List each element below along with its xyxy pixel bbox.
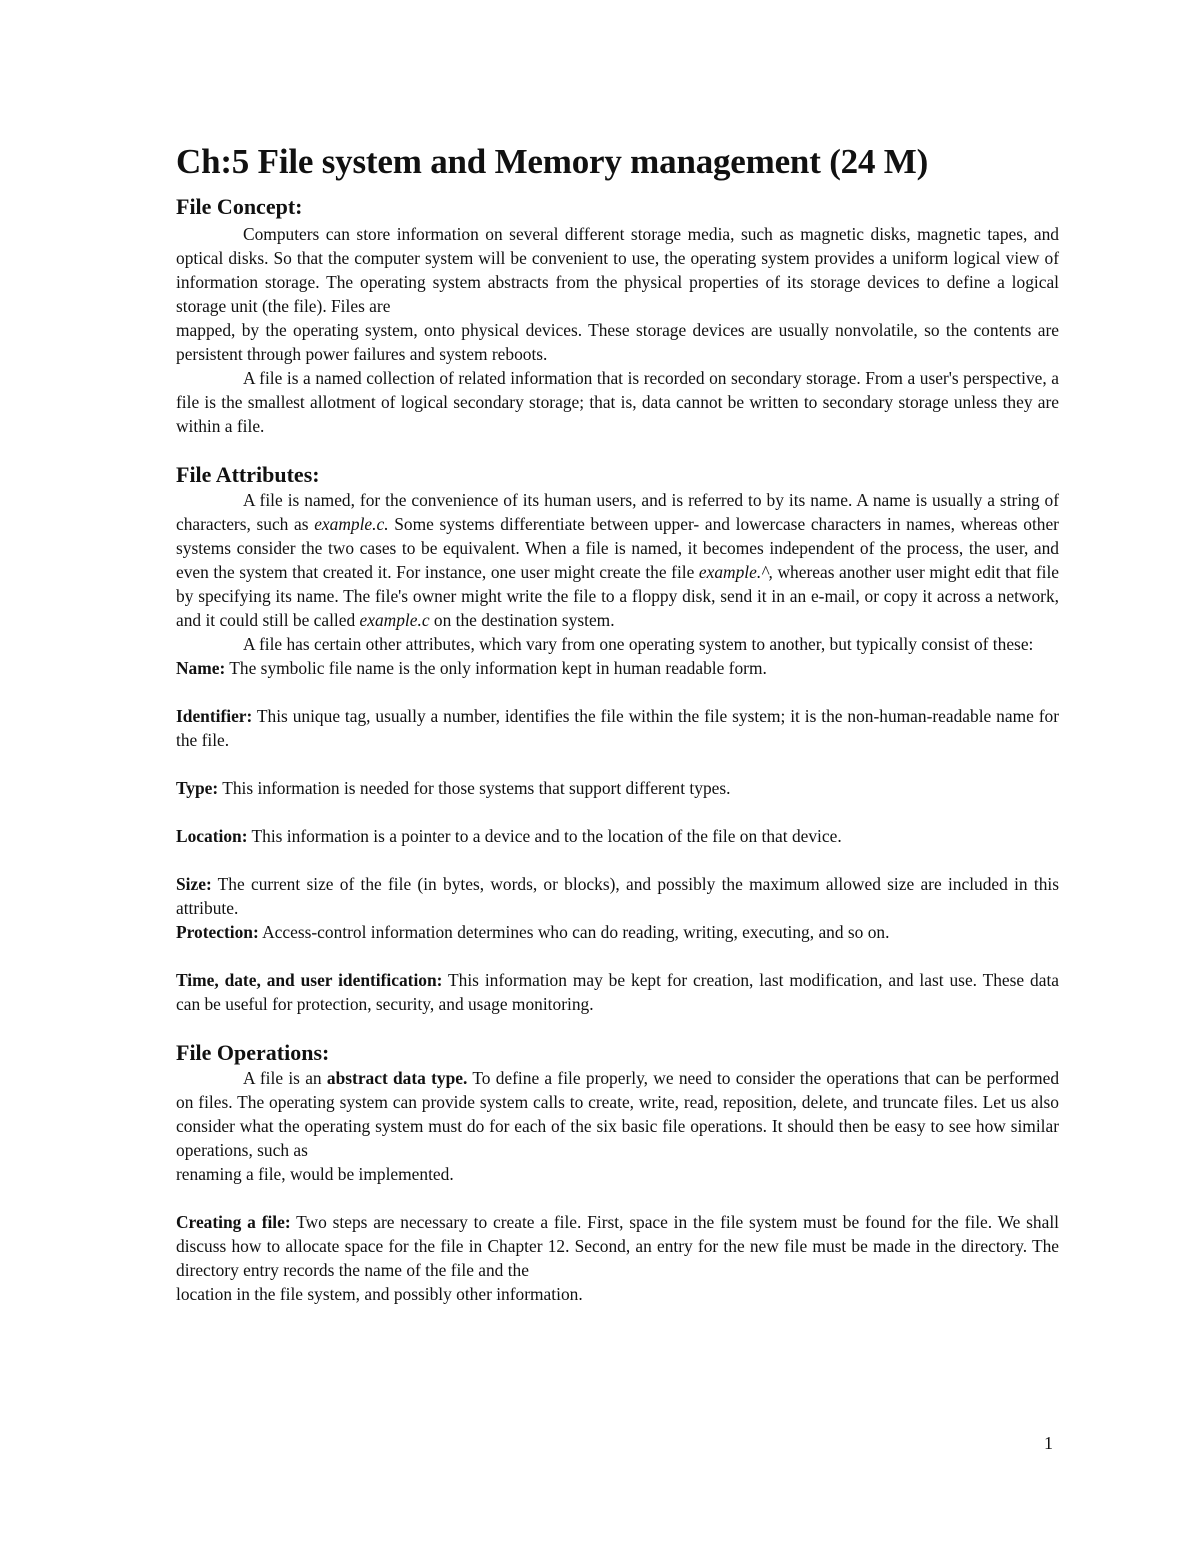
- attribute-name: [176, 656, 1059, 680]
- operations-text-2: To define a file properly, we need to consider the operations that can be performed on files. The operating system can provide system calls to create, write, read, reposition, delete, and truncate files. Let us also consider what the operating system must do for each of the six basic file operations. It should then be easy to see how similar operations, such as: [176, 1068, 1060, 1160]
- attribute-term: Location:: [176, 826, 248, 846]
- page-title: Ch:5 File system and Memory management (24 M): [176, 142, 929, 181]
- attributes-paragraph-1: [176, 488, 1059, 632]
- attributes-text-2: Some systems differentiate between upper- and lowercase characters in names, whereas other systems consider the two cases to be equivalent. When a file is named, it becomes independent of the process, the user, and even the system that created it. For instance, one user might create the file: [176, 514, 1059, 582]
- attribute-description: Access-control information determines who can do reading, writing, executing, and so on.: [258, 922, 890, 942]
- section-heading-file-concept: File Concept:: [176, 194, 303, 219]
- attribute-term: Size:: [176, 874, 212, 894]
- attribute-description: The current size of the file (in bytes, words, or blocks), and possibly the maximum allowed size are included in this attribute.: [176, 874, 1059, 918]
- attribute-type: [176, 776, 1059, 800]
- attribute-description: The symbolic file name is the only information kept in human readable form.: [225, 658, 767, 678]
- attribute-term: Name:: [176, 658, 226, 678]
- attribute-description: This information may be kept for creation, last modification, and last use. These data can be useful for protection, security, and usage monitoring.: [176, 970, 1059, 1014]
- attribute-term: Protection:: [176, 922, 259, 942]
- concept-paragraph-1-continued: mapped, by the operating system, onto physical devices. These storage devices are usually nonvolatile, so the contents are persistent through power failures and system reboots.: [176, 320, 1059, 364]
- attribute-description: This unique tag, usually a number, identifies the file within the file system; it is the non-human-readable name for the file.: [176, 706, 1059, 750]
- operation-term: Creating a file:: [176, 1212, 291, 1232]
- attribute-term: Identifier:: [176, 706, 253, 726]
- attribute-time-date-user: [176, 968, 1059, 1016]
- attribute-term: Time, date, and user identification:: [176, 970, 443, 990]
- operations-text-1: A file is an: [243, 1068, 327, 1088]
- attribute-description: This information is needed for those systems that support different types.: [218, 778, 731, 798]
- operations-paragraph-1: [176, 1066, 1059, 1162]
- attribute-term: Type:: [176, 778, 219, 798]
- operations-paragraph-1-continued: renaming a file, would be implemented.: [176, 1164, 454, 1184]
- operation-creating-file: [176, 1210, 1059, 1282]
- page-number: 1: [1044, 1433, 1053, 1453]
- example-filename-3: example.c: [359, 610, 430, 630]
- attribute-identifier: [176, 704, 1059, 752]
- page-content: [176, 140, 1059, 1306]
- attributes-text-3: whereas another user might edit that file by specifying its name. The file's owner might write the file to a floppy disk, send it in an e-mail, or copy it across a network, and it could still be called: [176, 562, 1059, 630]
- concept-paragraph-2: A file is a named collection of related information that is recorded on secondary storage. From a user's perspective, a file is the smallest allotment of logical secondary storage; that is, data cannot be written to secondary storage unless they are within a file.: [176, 368, 1059, 436]
- example-filename-2: example.^,: [698, 562, 773, 582]
- section-heading-file-attributes: File Attributes:: [176, 462, 320, 487]
- attribute-description: This information is a pointer to a device and to the location of the file on that device.: [247, 826, 842, 846]
- concept-paragraph-1: Computers can store information on several different storage media, such as magnetic disks, magnetic tapes, and optical disks. So that the computer system will be convenient to use, the operating system provides a uniform logical view of information storage. The operating system abstracts from the physical properties of its storage devices to define a logical storage unit (the file). Files are: [176, 224, 1059, 316]
- attributes-paragraph-2: A file has certain other attributes, which vary from one operating system to another, but typically consist of these:: [243, 634, 1034, 654]
- attribute-protection: [176, 920, 1059, 944]
- abstract-data-type-term: abstract data type.: [326, 1068, 468, 1088]
- section-heading-file-operations: File Operations:: [176, 1040, 330, 1065]
- operation-creating-file-continued: location in the file system, and possibly other information.: [176, 1284, 583, 1304]
- attribute-size: [176, 872, 1059, 920]
- attribute-location: [176, 824, 1059, 848]
- attributes-text-4: on the destination system.: [429, 610, 615, 630]
- attributes-text-1: A file is named, for the convenience of its human users, and is referred to by its name. A name is usually a string of characters, such as: [176, 490, 1059, 534]
- operation-description: Two steps are necessary to create a file. First, space in the file system must be found for the file. We shall discuss how to allocate space for the file in Chapter 12. Second, an entry for the new file must be made in the directory. The directory entry records the name of the file and the: [176, 1212, 1059, 1280]
- example-filename-1: example.c.: [314, 514, 389, 534]
